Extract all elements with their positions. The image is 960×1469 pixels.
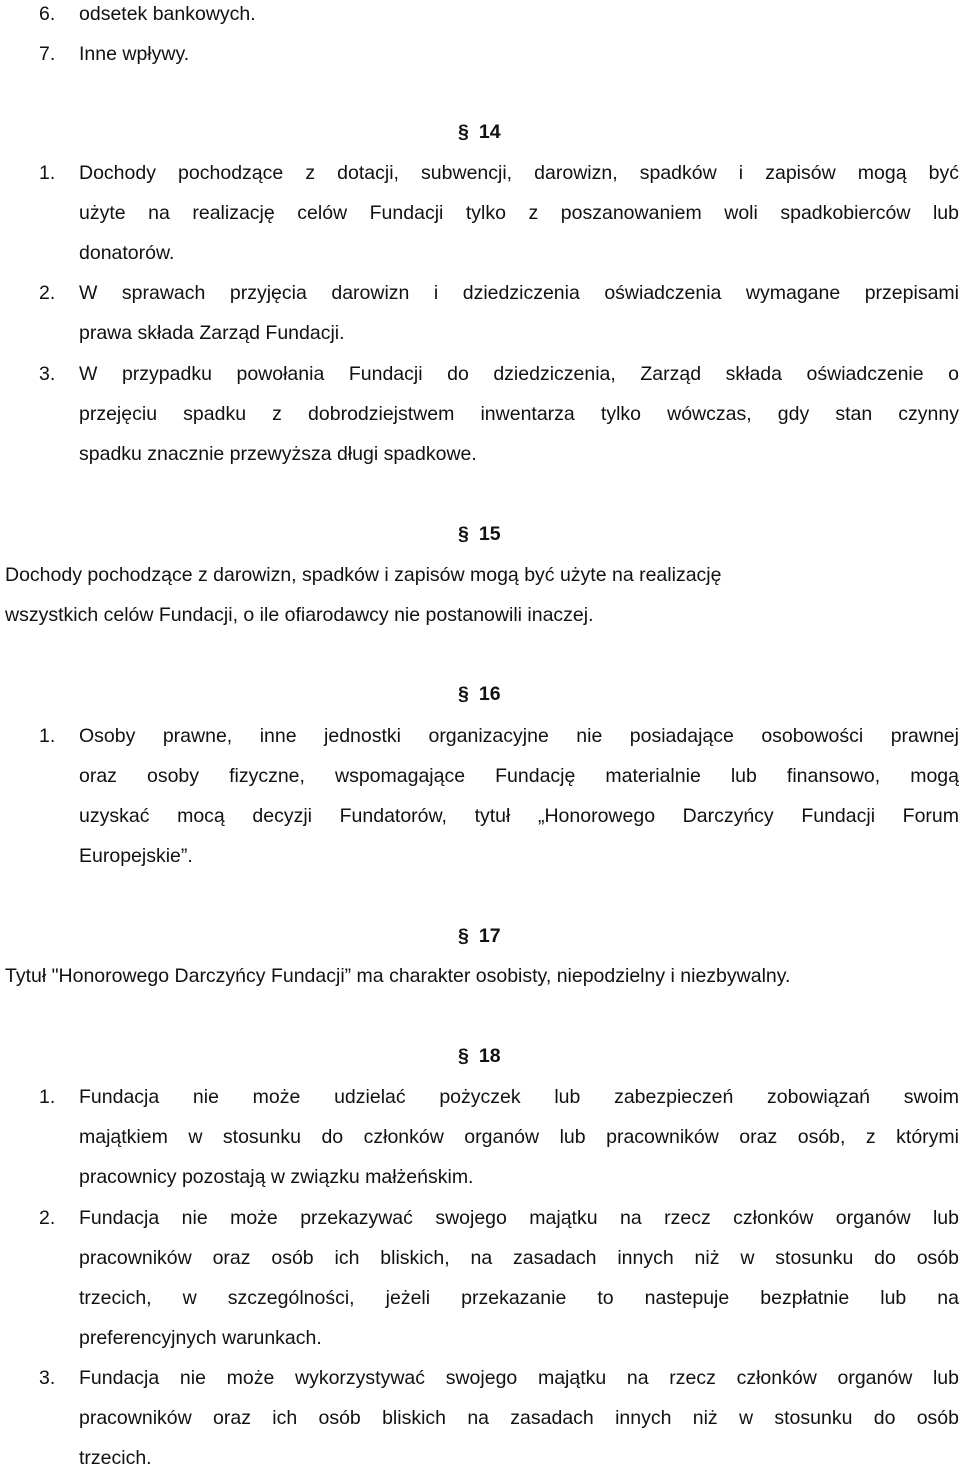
paragraph-line: Europejskie”. bbox=[79, 845, 193, 867]
section-number: 16 bbox=[478, 683, 501, 705]
paragraph-line: Fundacja nie może wykorzystywać swojego majątku na rzecz członków organów lub bbox=[79, 1367, 959, 1389]
paragraph-line: uzyskać mocą decyzji Fundatorów, tytuł „Honorowego Darczyńcy Fundacji Forum bbox=[79, 805, 959, 827]
paragraph-line: użyte na realizację celów Fundacji tylko z poszanowaniem woli spadkobierców lub bbox=[79, 202, 959, 224]
paragraph-line: Dochody pochodzące z darowizn, spadków i zapisów mogą być użyte na realizację bbox=[5, 564, 722, 586]
paragraph-line: trzecich. bbox=[79, 1447, 152, 1469]
paragraph-line: W przypadku powołania Fundacji do dziedziczenia, Zarząd składa oświadczenie o bbox=[79, 363, 959, 385]
paragraph-line: pracownicy pozostają w związku małżeńskim. bbox=[79, 1166, 474, 1188]
section-heading bbox=[458, 927, 501, 947]
section-heading bbox=[458, 1047, 501, 1067]
section-sign-icon: § bbox=[458, 121, 469, 143]
paragraph-line: W sprawach przyjęcia darowizn i dziedziczenia oświadczenia wymagane przepisami bbox=[79, 282, 959, 304]
paragraph-line: pracowników oraz ich osób bliskich na zasadach innych niż w stosunku do osób bbox=[79, 1407, 959, 1429]
paragraph-line: prawa składa Zarząd Fundacji. bbox=[79, 322, 345, 344]
section-sign-icon: § bbox=[458, 683, 469, 705]
section-sign-icon: § bbox=[458, 925, 469, 947]
paragraph-line: Dochody pochodzące z dotacji, subwencji, darowizn, spadków i zapisów mogą być bbox=[79, 162, 959, 184]
list-number: 1. bbox=[39, 1086, 56, 1108]
section-number: 18 bbox=[478, 1045, 501, 1067]
paragraph-line: donatorów. bbox=[79, 242, 175, 264]
list-number: 7. bbox=[39, 43, 56, 65]
paragraph-line: przejęciu spadku z dobrodziejstwem inwentarza tylko wówczas, gdy stan czynny bbox=[79, 403, 959, 425]
section-number: 15 bbox=[478, 523, 501, 545]
paragraph-line: wszystkich celów Fundacji, o ile ofiarodawcy nie postanowili inaczej. bbox=[5, 604, 594, 626]
paragraph-line: Fundacja nie może udzielać pożyczek lub zabezpieczeń zobowiązań swoim bbox=[79, 1086, 959, 1108]
paragraph-line: majątkiem w stosunku do członków organów lub pracowników oraz osób, z którymi bbox=[79, 1126, 959, 1148]
section-number: 14 bbox=[478, 121, 501, 143]
list-number: 2. bbox=[39, 282, 56, 304]
paragraph-line: Osoby prawne, inne jednostki organizacyjne nie posiadające osobowości prawnej bbox=[79, 725, 959, 747]
paragraph-line: Fundacja nie może przekazywać swojego majątku na rzecz członków organów lub bbox=[79, 1207, 959, 1229]
paragraph-line: trzecich, w szczególności, jeżeli przekazanie to nastepuje bezpłatnie lub na bbox=[79, 1287, 959, 1309]
list-number: 2. bbox=[39, 1207, 56, 1229]
section-heading bbox=[458, 685, 501, 705]
paragraph-line: pracowników oraz osób ich bliskich, na zasadach innych niż w stosunku do osób bbox=[79, 1247, 959, 1269]
paragraph-line: spadku znacznie przewyższa długi spadkowe. bbox=[79, 443, 477, 465]
list-item-text: odsetek bankowych. bbox=[79, 3, 256, 25]
paragraph-line: Tytuł "Honorowego Darczyńcy Fundacji” ma charakter osobisty, niepodzielny i niezbywalny. bbox=[5, 965, 791, 987]
paragraph-line: preferencyjnych warunkach. bbox=[79, 1327, 322, 1349]
section-sign-icon: § bbox=[458, 523, 469, 545]
list-number: 3. bbox=[39, 363, 56, 385]
list-number: 6. bbox=[39, 3, 56, 25]
list-item-text: Inne wpływy. bbox=[79, 43, 190, 65]
list-number: 3. bbox=[39, 1367, 56, 1389]
section-heading bbox=[458, 123, 501, 143]
section-heading bbox=[458, 525, 501, 545]
section-sign-icon: § bbox=[458, 1045, 469, 1067]
list-number: 1. bbox=[39, 725, 56, 747]
section-number: 17 bbox=[478, 925, 501, 947]
list-number: 1. bbox=[39, 162, 56, 184]
paragraph-line: oraz osoby fizyczne, wspomagające Fundację materialnie lub finansowo, mogą bbox=[79, 765, 959, 787]
